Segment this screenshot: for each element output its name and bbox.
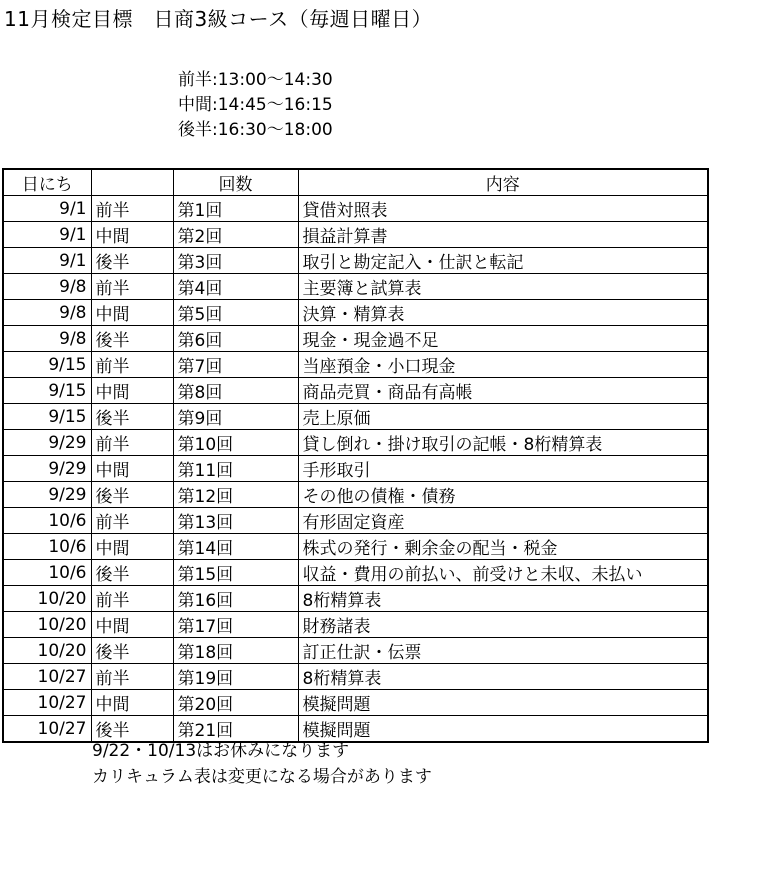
cell-slot: 前半 (91, 586, 173, 612)
table-row (3, 690, 708, 716)
cell-content: 模擬問題 (298, 716, 708, 743)
table-row (3, 326, 708, 352)
table-row (3, 508, 708, 534)
cell-round: 第7回 (173, 352, 298, 378)
cell-date: 9/29 (3, 430, 91, 456)
table-row (3, 612, 708, 638)
cell-date: 10/27 (3, 664, 91, 690)
header-slot (91, 169, 173, 196)
cell-date: 9/8 (3, 300, 91, 326)
table-row (3, 378, 708, 404)
header-date: 日にち (3, 169, 91, 196)
session-middle: 中間:14:45～16:15 (178, 95, 333, 115)
cell-round: 第8回 (173, 378, 298, 404)
schedule-table (2, 168, 709, 743)
cell-round: 第11回 (173, 456, 298, 482)
cell-round: 第15回 (173, 560, 298, 586)
table-row (3, 248, 708, 274)
cell-round: 第1回 (173, 196, 298, 222)
cell-content: 有形固定資産 (298, 508, 708, 534)
session-times (178, 68, 333, 143)
cell-date: 10/6 (3, 508, 91, 534)
cell-content: 8桁精算表 (298, 586, 708, 612)
cell-content: 取引と勘定記入・仕訳と転記 (298, 248, 708, 274)
cell-date: 9/1 (3, 222, 91, 248)
cell-round: 第20回 (173, 690, 298, 716)
table-row (3, 534, 708, 560)
cell-round: 第4回 (173, 274, 298, 300)
cell-content: 貸し倒れ・掛け取引の記帳・8桁精算表 (298, 430, 708, 456)
cell-content: 訂正仕訳・伝票 (298, 638, 708, 664)
cell-date: 10/20 (3, 638, 91, 664)
table-row (3, 482, 708, 508)
cell-slot: 前半 (91, 508, 173, 534)
cell-content: 貸借対照表 (298, 196, 708, 222)
cell-date: 9/29 (3, 482, 91, 508)
cell-date: 9/1 (3, 196, 91, 222)
cell-slot: 中間 (91, 222, 173, 248)
table-row (3, 222, 708, 248)
cell-round: 第12回 (173, 482, 298, 508)
cell-slot: 後半 (91, 248, 173, 274)
table-row (3, 664, 708, 690)
page-title: 11月検定目標 日商3級コース（毎週日曜日） (4, 7, 433, 31)
cell-round: 第18回 (173, 638, 298, 664)
cell-slot: 前半 (91, 352, 173, 378)
cell-date: 9/29 (3, 456, 91, 482)
table-row (3, 638, 708, 664)
cell-content: 株式の発行・剰余金の配当・税金 (298, 534, 708, 560)
cell-date: 10/20 (3, 612, 91, 638)
table-row (3, 456, 708, 482)
cell-slot: 前半 (91, 664, 173, 690)
table-row (3, 274, 708, 300)
cell-slot: 後半 (91, 326, 173, 352)
note-holidays: 9/22・10/13はお休みになります (92, 741, 350, 761)
cell-slot: 前半 (91, 274, 173, 300)
cell-date: 9/15 (3, 404, 91, 430)
cell-slot: 前半 (91, 196, 173, 222)
cell-round: 第10回 (173, 430, 298, 456)
cell-date: 9/15 (3, 378, 91, 404)
cell-date: 10/27 (3, 716, 91, 743)
cell-slot: 後半 (91, 404, 173, 430)
cell-slot: 中間 (91, 300, 173, 326)
table-row (3, 300, 708, 326)
cell-content: 現金・現金過不足 (298, 326, 708, 352)
cell-content: 当座預金・小口現金 (298, 352, 708, 378)
table-row (3, 196, 708, 222)
table-row (3, 560, 708, 586)
cell-content: 財務諸表 (298, 612, 708, 638)
table-header-row (3, 169, 708, 196)
cell-content: 収益・費用の前払い、前受けと未収、未払い (298, 560, 708, 586)
cell-content: 手形取引 (298, 456, 708, 482)
cell-round: 第9回 (173, 404, 298, 430)
cell-round: 第21回 (173, 716, 298, 743)
cell-round: 第2回 (173, 222, 298, 248)
cell-date: 10/20 (3, 586, 91, 612)
cell-round: 第3回 (173, 248, 298, 274)
cell-round: 第17回 (173, 612, 298, 638)
cell-date: 9/8 (3, 326, 91, 352)
notes (92, 738, 432, 790)
cell-round: 第19回 (173, 664, 298, 690)
cell-date: 9/15 (3, 352, 91, 378)
cell-slot: 中間 (91, 612, 173, 638)
header-round: 回数 (173, 169, 298, 196)
cell-date: 9/8 (3, 274, 91, 300)
table-row (3, 404, 708, 430)
cell-content: 売上原価 (298, 404, 708, 430)
cell-content: その他の債権・債務 (298, 482, 708, 508)
cell-round: 第6回 (173, 326, 298, 352)
cell-content: 8桁精算表 (298, 664, 708, 690)
cell-slot: 後半 (91, 638, 173, 664)
cell-slot: 前半 (91, 430, 173, 456)
cell-date: 9/1 (3, 248, 91, 274)
cell-slot: 中間 (91, 534, 173, 560)
cell-round: 第14回 (173, 534, 298, 560)
note-curriculum-change: カリキュラム表は変更になる場合があります (92, 767, 432, 787)
cell-slot: 後半 (91, 716, 173, 743)
cell-content: 商品売買・商品有高帳 (298, 378, 708, 404)
cell-slot: 後半 (91, 482, 173, 508)
cell-round: 第16回 (173, 586, 298, 612)
table-row (3, 430, 708, 456)
table-row (3, 586, 708, 612)
cell-content: 主要簿と試算表 (298, 274, 708, 300)
cell-slot: 中間 (91, 690, 173, 716)
header-content: 内容 (298, 169, 708, 196)
cell-round: 第13回 (173, 508, 298, 534)
cell-content: 決算・精算表 (298, 300, 708, 326)
cell-date: 10/27 (3, 690, 91, 716)
session-second-half: 後半:16:30～18:00 (178, 120, 333, 140)
cell-slot: 後半 (91, 560, 173, 586)
cell-date: 10/6 (3, 534, 91, 560)
session-first-half: 前半:13:00～14:30 (178, 70, 333, 90)
cell-slot: 中間 (91, 378, 173, 404)
cell-slot: 中間 (91, 456, 173, 482)
schedule-body (3, 196, 708, 743)
cell-content: 模擬問題 (298, 690, 708, 716)
cell-round: 第5回 (173, 300, 298, 326)
cell-content: 損益計算書 (298, 222, 708, 248)
table-row (3, 352, 708, 378)
cell-date: 10/6 (3, 560, 91, 586)
